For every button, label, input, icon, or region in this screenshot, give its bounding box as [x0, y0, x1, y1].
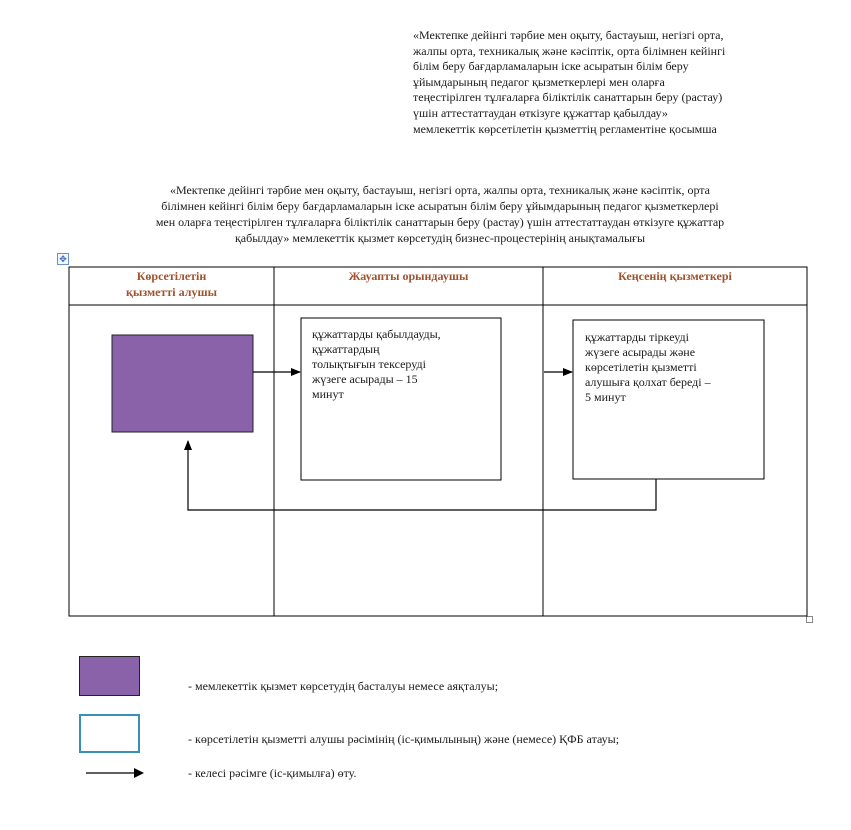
column-header-executor: [275, 268, 542, 284]
process-line: минут: [312, 387, 344, 401]
annex-line: жалпы орта, техникалық және кәсіптік, орта білімнен кейінгі: [413, 43, 726, 58]
legend-start-end-label: - мемлекеттік қызмет көрсетудің басталуы немесе аяқталуы;: [188, 679, 499, 693]
annex-line: үшін аттестаттаудан өткізуге құжаттар қабылдау»: [413, 105, 668, 120]
annex-line: «Мектепке дейінгі тәрбие мен оқыту, бастауыш, негізгі орта,: [413, 28, 724, 42]
legend-start-end-swatch: [79, 656, 140, 696]
annex-line: мемлекеттік көрсетілетін қызметтің регламентіне қосымша: [413, 121, 717, 136]
annex-line: білім беру бағдарламаларын іске асыратын білім беру: [413, 59, 689, 74]
process-2-text: [585, 330, 760, 405]
process-1-text: [312, 327, 497, 402]
column-header-recipient: [70, 268, 273, 300]
column-header-line: Жауапты орындаушы: [348, 269, 469, 283]
process-line: құжаттарды тіркеуді: [585, 330, 689, 344]
process-line: жүзеге асырады – 15: [312, 372, 418, 386]
annex-line: теңестірілген тұлғаларға біліктілік санаттарын беру (растау): [413, 90, 723, 105]
annex-line: ұйымдарының педагог қызметкерлері мен оларға: [413, 74, 665, 89]
process-line: құжаттарды қабылдауды,: [312, 327, 441, 341]
legend-process-swatch: [79, 714, 140, 753]
legend-arrow-label: - келесі рәсімге (іс-қимылға) өту.: [188, 766, 357, 780]
legend-process-label: - көрсетілетін қызметті алушы рәсімінің (іс-қимылының) және (немесе) ҚФБ атауы;: [188, 732, 620, 746]
start-end-box: [112, 335, 253, 432]
title-line: мен оларға теңестірілген тұлғаларға біліктілік санаттарын беру (растау) үшін аттестаттаудан өткізуге құжаттар: [155, 215, 725, 229]
process-line: толықтығын тексеруді: [312, 357, 426, 371]
process-line: құжаттардың: [312, 342, 380, 356]
title-line: қабылдау» мемлекеттік қызмет көрсетудің бизнес-процестерінің анықтамалығы: [234, 231, 646, 245]
process-line: алушыға қолхат береді –: [585, 375, 711, 389]
process-line: жүзеге асырады және: [585, 345, 696, 359]
title-line: «Мектепке дейінгі тәрбие мен оқыту, бастауыш, негізгі орта, жалпы орта, техникалық және кәсіптік, орта: [169, 183, 711, 197]
legend-arrow-icon: [86, 766, 146, 780]
title-line: білімнен кейінгі білім беру бағдарламаларын іске асыратын білім беру ұйымдарының педагог қызметкерлері: [161, 199, 719, 213]
column-header-line: қызметті алушы: [126, 285, 217, 299]
table-move-handle-icon[interactable]: ✥: [57, 253, 69, 265]
column-header-line: Кеңсенің қызметкері: [618, 269, 732, 283]
column-header-line: Көрсетілетін: [136, 269, 207, 283]
column-header-office-staff: [544, 268, 806, 284]
process-line: 5 минут: [585, 390, 626, 404]
process-line: көрсетілетін қызметті: [585, 360, 697, 374]
